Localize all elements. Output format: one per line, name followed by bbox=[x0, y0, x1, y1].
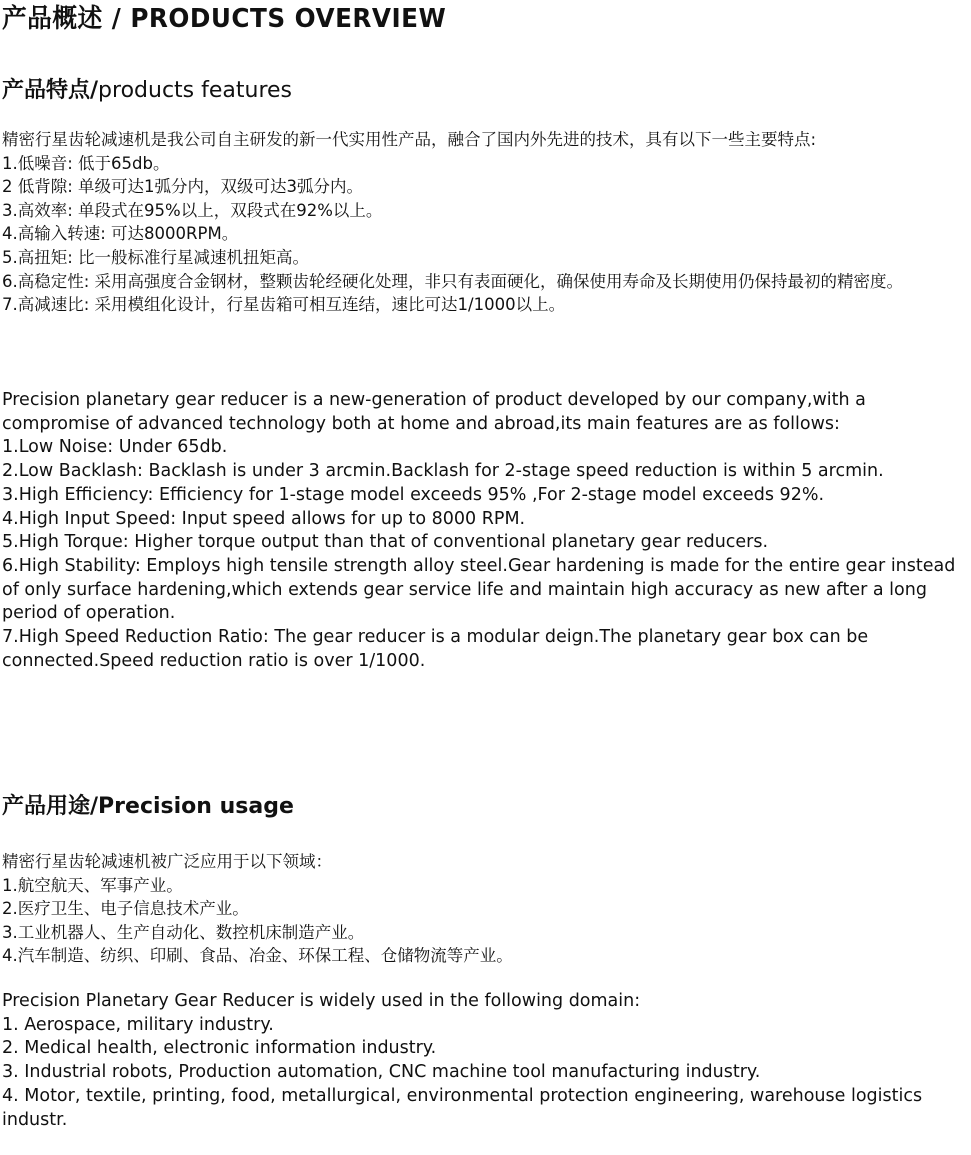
features-cn-item: 2 低背隙: 单级可达1弧分内，双级可达3弧分内。 bbox=[2, 177, 364, 197]
features-cn-block bbox=[2, 128, 964, 317]
usage-heading-en: Precision usage bbox=[98, 794, 294, 819]
features-heading-cn: 产品特点/ bbox=[2, 78, 99, 103]
features-cn-intro: 精密行星齿轮减速机是我公司自主研发的新一代实用性产品，融合了国内外先进的技术，具有以下一些主要特点: bbox=[2, 130, 817, 149]
features-cn-item: 1.低噪音: 低于65db。 bbox=[2, 153, 170, 173]
usage-cn-block bbox=[2, 850, 964, 968]
page-title: 产品概述 / PRODUCTS OVERVIEW bbox=[2, 4, 447, 34]
usage-cn-item: 3.工业机器人、生产自动化、数控机床制造产业。 bbox=[2, 922, 365, 942]
features-cn-item: 3.高效率: 单段式在95%以上，双段式在92%以上。 bbox=[2, 200, 383, 220]
features-en-item: 6.High Stability: Employs high tensile strength alloy steel.Gear hardening is made for the entire gear instead of only surface hardening,which extends gear service life and maintain high accuracy as new after a long period of operation. bbox=[2, 555, 956, 624]
features-en-item: 3.High Efficiency: Efficiency for 1-stage model exceeds 95% ,For 2-stage model exceeds 92%. bbox=[2, 484, 825, 505]
features-en-item: 5.High Torque: Higher torque output than that of conventional planetary gear reducers. bbox=[2, 532, 769, 553]
usage-cn-item: 1.航空航天、军事产业。 bbox=[2, 875, 183, 895]
features-en-item: 7.High Speed Reduction Ratio: The gear reducer is a modular deign.The planetary gear box can be connected.Speed reduction ratio is over 1/1000. bbox=[2, 627, 869, 671]
usage-cn-item: 2.医疗卫生、电子信息技术产业。 bbox=[2, 899, 249, 919]
features-heading-en: products features bbox=[98, 78, 293, 103]
features-heading bbox=[2, 77, 292, 105]
features-en-item: 2.Low Backlash: Backlash is under 3 arcmin.Backlash for 2-stage speed reduction is within 5 arcmin. bbox=[2, 461, 884, 482]
features-en-item: 4.High Input Speed: Input speed allows for up to 8000 RPM. bbox=[2, 508, 526, 529]
features-en-item: 1.Low Noise: Under 65db. bbox=[2, 437, 228, 458]
usage-cn-intro: 精密行星齿轮减速机被广泛应用于以下领域： bbox=[2, 852, 332, 871]
features-cn-item: 7.高减速比: 采用模组化设计，行星齿箱可相互连结，速比可达1/1000以上。 bbox=[2, 295, 566, 315]
usage-en-intro: Precision Planetary Gear Reducer is widely used in the following domain: bbox=[2, 991, 641, 1011]
usage-heading bbox=[2, 793, 294, 821]
usage-en-item: 3. Industrial robots, Production automation, CNC machine tool manufacturing industry. bbox=[2, 1062, 761, 1083]
usage-heading-cn: 产品用途/ bbox=[2, 794, 99, 819]
features-cn-item: 6.高稳定性: 采用高强度合金钢材，整颗齿轮经硬化处理，非只有表面硬化，确保使用寿命及长期使用仍保持最初的精密度。 bbox=[2, 271, 904, 291]
features-cn-item: 4.高输入转速: 可达8000RPM。 bbox=[2, 224, 239, 244]
features-cn-item: 5.高扭矩: 比一般标准行星减速机扭矩高。 bbox=[2, 247, 310, 267]
features-en-block bbox=[2, 389, 964, 673]
usage-en-item: 2. Medical health, electronic information industry. bbox=[2, 1038, 437, 1059]
usage-cn-item: 4.汽车制造、纺织、印刷、食品、冶金、环保工程、仓储物流等产业。 bbox=[2, 946, 513, 966]
usage-en-item: 1. Aerospace, military industry. bbox=[2, 1014, 274, 1035]
usage-en-block bbox=[2, 990, 964, 1132]
features-en-intro: Precision planetary gear reducer is a new-generation of product developed by our company,with a compromise of advanced technology both at home and abroad,its main features are as follows: bbox=[2, 390, 866, 434]
usage-en-item: 4. Motor, textile, printing, food, metallurgical, environmental protection engineering, warehouse logistics industr. bbox=[2, 1085, 923, 1130]
